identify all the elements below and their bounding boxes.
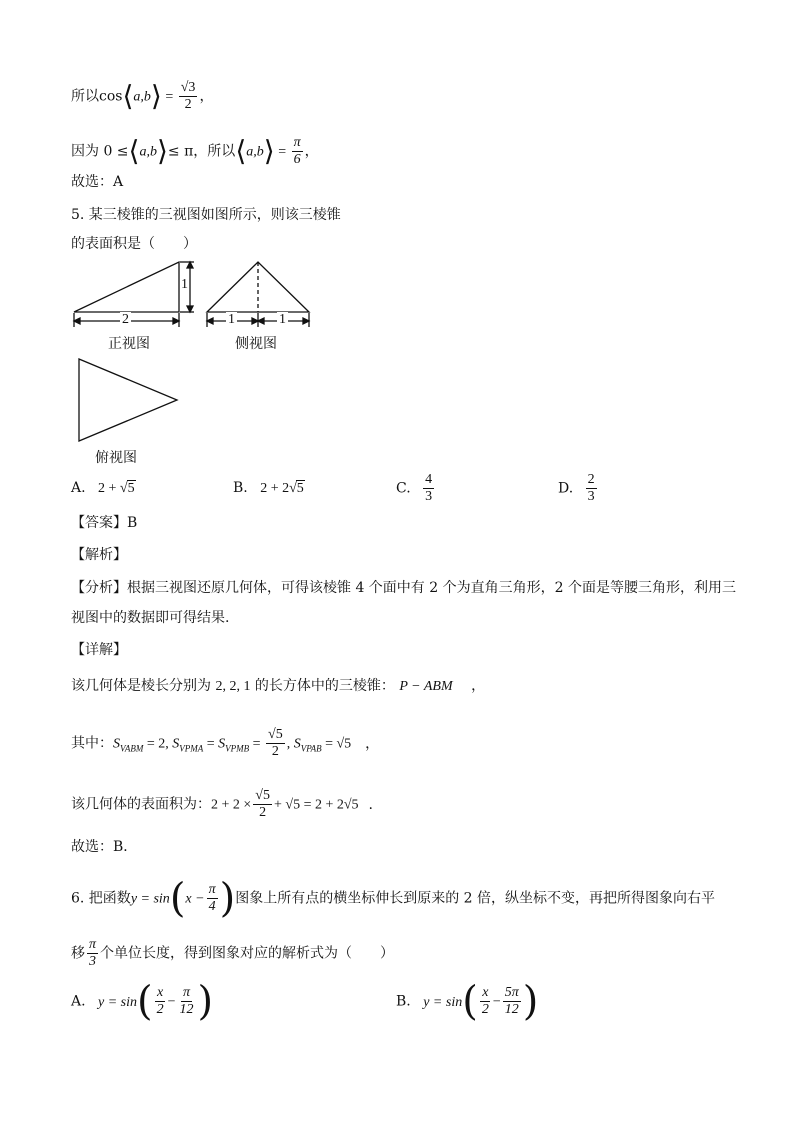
- text: ，: [471, 678, 486, 694]
- vector-pair: a,b: [139, 144, 157, 160]
- option-label: B.: [396, 993, 411, 1010]
- denominator: 3: [587, 489, 595, 504]
- q5-analysis-2: 视图中的数据即可得结果.: [71, 610, 230, 626]
- angle-bracket: ⟨: [235, 134, 247, 168]
- text: ，: [365, 735, 380, 752]
- q5-option-d[interactable]: [558, 472, 599, 505]
- vector-pair: a,b: [246, 144, 264, 160]
- side-left-label: 1: [228, 312, 235, 327]
- angle-bracket: ⟨: [128, 134, 140, 168]
- denominator: 2: [481, 1002, 489, 1017]
- numerator: 2: [587, 472, 595, 487]
- math: + √5 = 2 + 2√5: [273, 797, 359, 813]
- math: ,: [286, 736, 294, 752]
- subscript: VPAB: [300, 743, 322, 754]
- q5-detail-1: [71, 676, 485, 697]
- paren: (: [462, 978, 478, 1025]
- numerator: π: [208, 882, 216, 897]
- text: 个单位长度，得到图象对应的解析式为（ ）: [100, 945, 395, 962]
- text: 该几何体的表面积为：: [71, 796, 211, 813]
- denominator: 3: [425, 489, 433, 504]
- front-height-label: 1: [181, 277, 188, 292]
- math: =: [249, 736, 265, 752]
- math: =: [203, 736, 219, 752]
- denominator: 12: [504, 1002, 519, 1017]
- front-view-triangle: [74, 262, 179, 312]
- arrow-head: [173, 318, 179, 324]
- paren: (: [169, 875, 186, 922]
- fraction: [155, 985, 166, 1018]
- arrow-head: [187, 306, 193, 312]
- text: 6. 把函数: [71, 890, 131, 907]
- text: 图象上所有点的横坐标伸长到原来的 2 倍，纵坐标不变，再把所得图象向右平: [235, 890, 716, 907]
- side-right-label: 1: [279, 312, 286, 327]
- fraction: [178, 985, 196, 1018]
- fraction: [503, 985, 521, 1018]
- q5-detail-title: 【详解】: [71, 642, 127, 658]
- text: ，: [199, 88, 214, 105]
- text: 其中：: [71, 735, 113, 752]
- top-view-triangle: [79, 359, 177, 441]
- denominator: 2: [259, 805, 267, 820]
- subscript: VABM: [120, 743, 144, 754]
- math: y = sin: [423, 994, 463, 1010]
- prev-solution-line-2: 因为 0 ≤⟨a,b⟩≤ π，所以⟨a,b⟩ = $\frac{\pi}{6}$ ，: [71, 134, 319, 168]
- vector-pair: a,b: [133, 89, 151, 105]
- numerator: π: [293, 135, 301, 150]
- numerator: 4: [425, 472, 433, 487]
- q5-detail-2: [71, 727, 379, 760]
- q6-option-b[interactable]: [396, 978, 539, 1025]
- text: 因为 0 ≤: [71, 143, 129, 160]
- math: −: [492, 994, 501, 1010]
- fraction: [253, 788, 272, 821]
- prev-choose: 故选：A: [71, 174, 124, 190]
- q6-stem-1: [71, 875, 716, 922]
- option-label: D.: [558, 480, 574, 497]
- math: = √5: [321, 736, 352, 752]
- text: 所以cos: [71, 88, 123, 105]
- q5-stem-2: 的表面积是（ ）: [71, 236, 197, 252]
- math: y = sin: [130, 891, 170, 907]
- fraction: [480, 985, 491, 1018]
- numerator: √5: [268, 727, 283, 742]
- q5-option-a[interactable]: A. 2 + √5: [71, 480, 135, 496]
- math: 2, 2, 1: [215, 679, 251, 694]
- q5-analysis-title: 【解析】: [71, 547, 127, 563]
- numerator: √3: [180, 80, 196, 95]
- q5-analysis-1: 【分析】根据三视图还原几何体，可得该棱锥 4 个面中有 2 个为直角三角形，2 个面是等腰三角形，利用三: [71, 580, 736, 596]
- numerator: x: [157, 985, 164, 1000]
- numerator: π: [183, 985, 191, 1000]
- angle-bracket: ⟨: [122, 79, 134, 113]
- numerator: π: [89, 937, 97, 952]
- math: −: [167, 994, 176, 1010]
- fraction: [266, 727, 285, 760]
- q5-answer: 【答案】B: [71, 515, 138, 531]
- arrow-head: [74, 318, 80, 324]
- subscript: VPMA: [179, 743, 204, 754]
- q5-option-c[interactable]: [396, 472, 436, 505]
- angle-bracket: ⟩: [156, 134, 168, 168]
- text: ，: [304, 143, 319, 160]
- front-view-label: 正视图: [108, 336, 150, 352]
- denominator: 2: [156, 1002, 164, 1017]
- subscript: VPMB: [225, 743, 250, 754]
- radicand: 5: [127, 481, 135, 496]
- denominator: 12: [179, 1002, 194, 1017]
- math: S: [293, 736, 301, 752]
- top-view: [79, 359, 177, 441]
- paren: ): [219, 875, 236, 922]
- arrow-head: [207, 318, 213, 324]
- option-label: B.: [233, 480, 248, 496]
- numerator: √5: [255, 788, 270, 803]
- denominator: 2: [271, 744, 279, 759]
- math: S: [218, 736, 226, 752]
- math: = 2,: [143, 736, 173, 752]
- option-text: 2 + 2: [260, 481, 290, 496]
- paren: ): [197, 978, 214, 1025]
- paren: (: [137, 978, 153, 1025]
- denominator: 6: [293, 152, 301, 167]
- arrow-head: [258, 318, 264, 324]
- q5-choose: 故选：B．: [71, 839, 138, 855]
- side-view-label: 侧视图: [235, 336, 277, 352]
- text: 移: [71, 945, 85, 962]
- paren: ): [522, 978, 539, 1025]
- denominator: 4: [208, 899, 216, 914]
- math: x −: [185, 891, 205, 907]
- q6-option-a[interactable]: [71, 978, 214, 1025]
- math: S: [172, 736, 180, 752]
- angle-bracket: ⟩: [150, 79, 162, 113]
- front-width-label: 2: [122, 312, 129, 327]
- option-text: 2 +: [98, 481, 120, 496]
- front-view: [74, 262, 194, 327]
- fraction: [207, 882, 218, 915]
- radicand: 5: [296, 481, 304, 496]
- prev-solution-line-1: 所以cos⟨a,b⟩ = $\frac{√3}{2}$ ，: [71, 79, 214, 113]
- side-view: [207, 262, 309, 327]
- math: S: [113, 736, 120, 752]
- arrow-head: [187, 262, 193, 268]
- denominator: 2: [184, 97, 192, 112]
- text: .: [368, 796, 373, 813]
- q6-stem-2: [71, 937, 394, 970]
- angle-bracket: ⟩: [263, 134, 275, 168]
- text: 该几何体是棱长分别为: [71, 678, 211, 694]
- text: ≤ π，所以: [167, 143, 236, 160]
- option-label: A.: [71, 480, 86, 496]
- q5-option-b[interactable]: B. 2 + 2√5: [233, 480, 304, 496]
- q5-stem-1: 5. 某三棱锥的三视图如图所示，则该三棱锥: [71, 207, 341, 223]
- q5-detail-3: [71, 788, 373, 821]
- fraction: [586, 472, 597, 505]
- math: P − ABM: [399, 679, 453, 694]
- denominator: 3: [89, 954, 96, 969]
- numerator: x: [482, 985, 489, 1000]
- text: 的长方体中的三棱锥：: [254, 678, 395, 694]
- top-view-label: 俯视图: [95, 450, 137, 466]
- option-label: A.: [71, 993, 86, 1010]
- numerator: 5π: [504, 985, 519, 1000]
- option-label: C.: [396, 480, 411, 497]
- fraction: [423, 472, 434, 505]
- fraction: [87, 937, 98, 970]
- arrow-head: [303, 318, 309, 324]
- math: y = sin: [98, 994, 138, 1010]
- math: 2 + 2 ×: [211, 797, 252, 813]
